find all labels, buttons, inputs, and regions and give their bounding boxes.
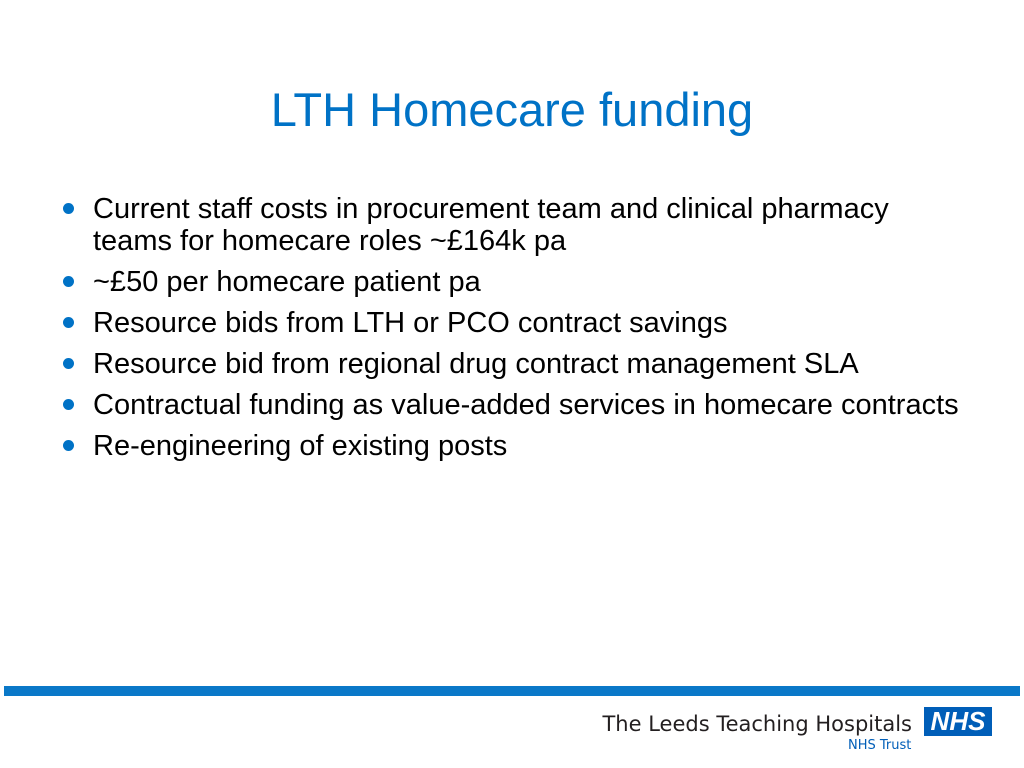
bullet-text: Current staff costs in procurement team and clinical pharmacy teams for homecare roles ~£164k pa [93,193,889,257]
bullet-dot-icon [63,399,74,410]
nhs-logo-text: NHS [930,706,986,736]
bullet-item [62,193,962,257]
bullet-dot-icon [63,358,74,369]
bullet-item [62,389,962,421]
bullet-text: Resource bids from LTH or PCO contract savings [93,307,728,339]
footer-divider-bar [4,686,1020,696]
slide-title: LTH Homecare funding [270,83,754,136]
bullet-item [62,430,962,462]
bullet-text: Resource bid from regional drug contract management SLA [93,348,859,380]
bullet-dot-icon [63,203,74,214]
bullet-dot-icon [63,440,74,451]
footer-trust-label: NHS Trust [848,738,912,753]
bullet-text: Re-engineering of existing posts [93,430,508,462]
bullet-list [62,193,962,471]
bullet-item [62,348,962,380]
bullet-text: ~£50 per homecare patient pa [93,266,481,298]
bullet-dot-icon [63,317,74,328]
footer-organisation-name: The Leeds Teaching Hospitals [602,712,912,736]
bullet-item [62,307,962,339]
bullet-item [62,266,962,298]
nhs-logo [924,707,992,736]
bullet-dot-icon [63,276,74,287]
bullet-text: Contractual funding as value-added services in homecare contracts [93,389,959,421]
